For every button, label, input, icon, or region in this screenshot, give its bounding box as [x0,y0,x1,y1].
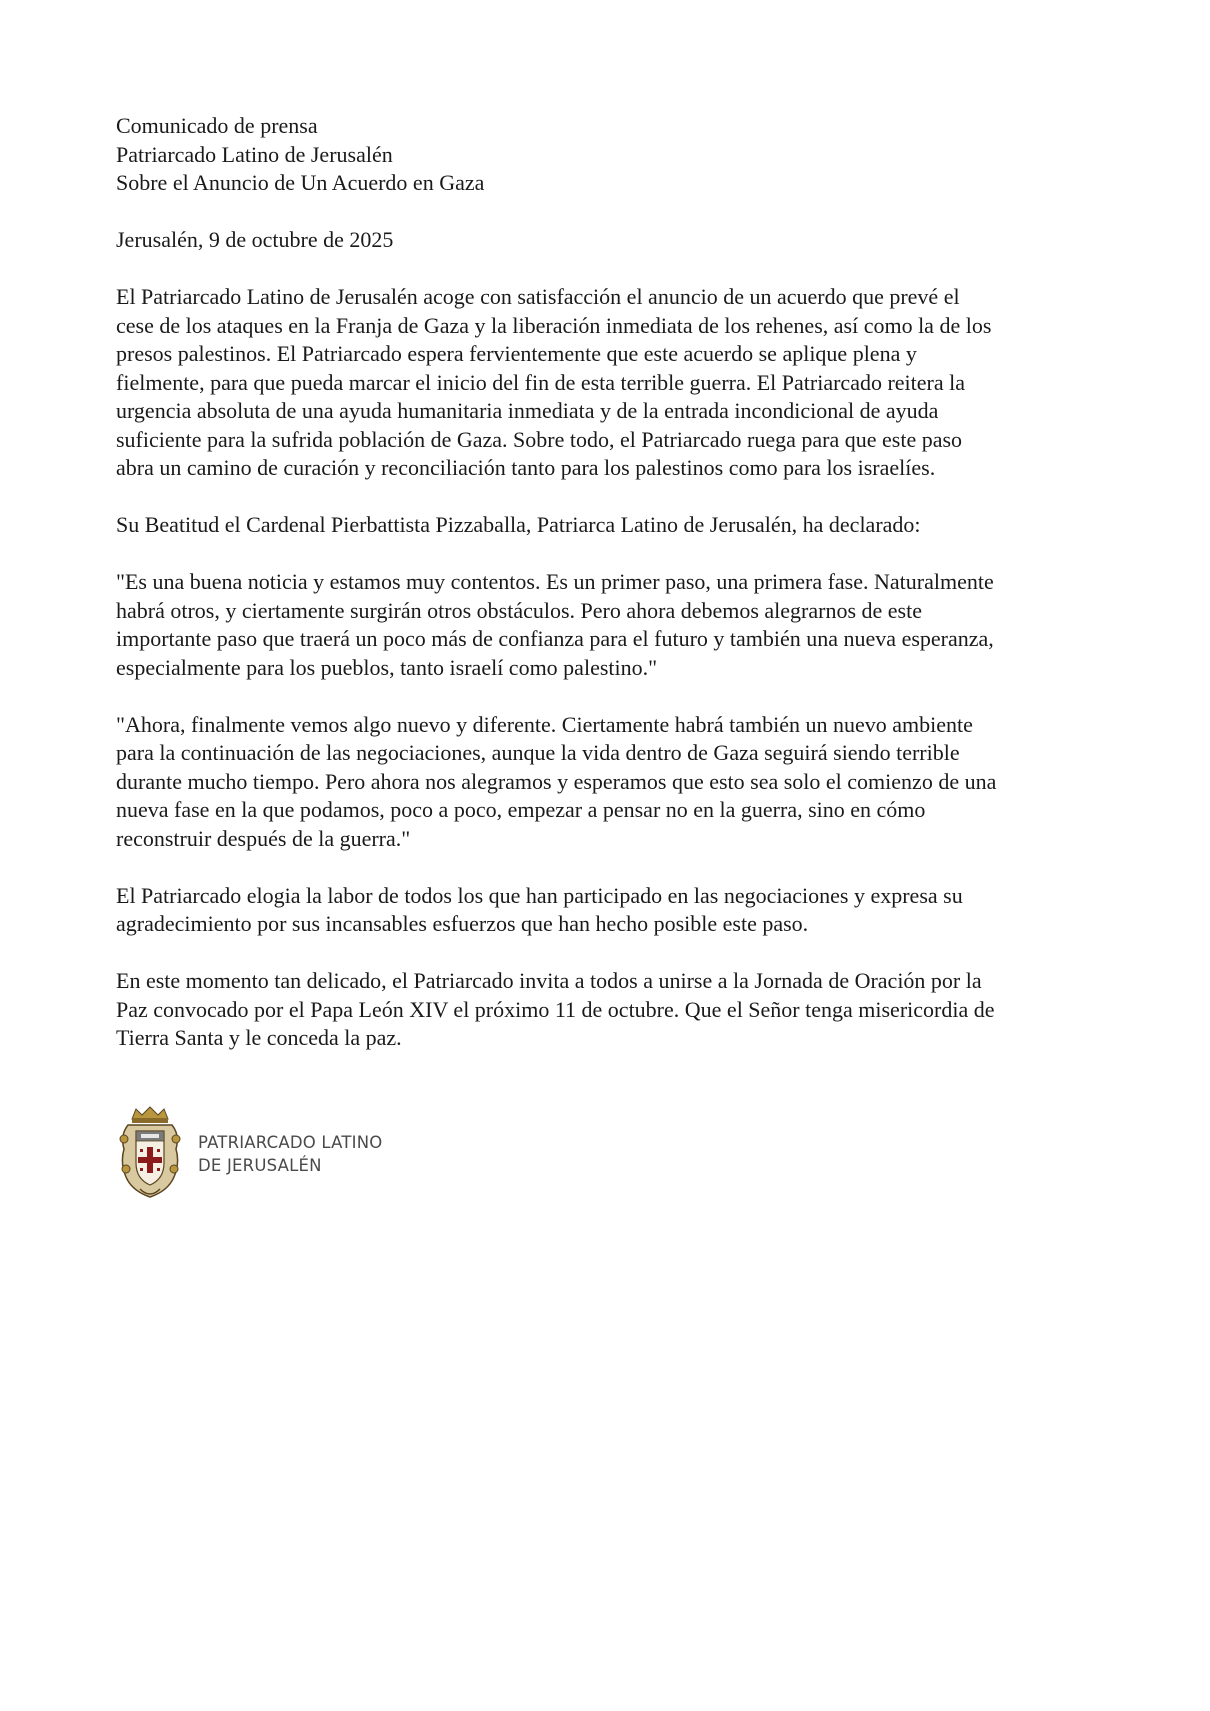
paragraph-praise: El Patriarcado elogia la labor de todos los que han participado en las negociaciones y expresa su agradecimiento por sus incansables esfuerzos que han hecho posible este paso. [116,882,963,936]
header-line: Sobre el Anuncio de Un Acuerdo en Gaza [116,170,485,195]
paragraph-intro: El Patriarcado Latino de Jerusalén acoge con satisfacción el anuncio de un acuerdo que prevé el cese de los ataques en la Franja de Gaza y la liberación inmediata de los rehenes, así como la de los presos palestinos. El Patriarcado espera fervientemente que este acuerdo se aplique plena y fielmente, para que pueda marcar el inicio del fin de esta terrible guerra. El Patriarcado reitera la urgencia absoluta de una ayuda humanitaria inmediata y de la entrada incondicional de ayuda suficiente para la sufrida población de Gaza. Sobre todo, el Patriarcado ruega para que este paso abra un camino de curación y reconciliación tanto para los palestinos como para los israelíes. [116,284,992,480]
press-release-document [116,112,1116,1081]
patriarchate-logo [118,1105,418,1205]
paragraph-declaration: Su Beatitud el Cardenal Pierbattista Pizzaballa, Patriarca Latino de Jerusalén, ha declarado: [116,512,921,537]
coat-of-arms-icon [118,1105,182,1201]
logo-wordmark [198,1131,382,1177]
document-date: Jerusalén, 9 de octubre de 2025 [116,227,394,252]
header-line: Comunicado de prensa [116,113,318,138]
logo-line-2: DE JERUSALÉN [198,1156,322,1175]
paragraph-prayer: En este momento tan delicado, el Patriarcado invita a todos a unirse a la Jornada de Oración por la Paz convocado por el Papa León XIV el próximo 11 de octubre. Que el Señor tenga misericordia de Tierra Santa y le conceda la paz. [116,968,995,1050]
document-header [116,112,1116,198]
quote-first: "Es una buena noticia y estamos muy contentos. Es un primer paso, una primera fase. Naturalmente habrá otros, y ciertamente surgirán otros obstáculos. Pero ahora debemos alegrarnos de este importante paso que traerá un poco más de confianza para el futuro y también una nueva esperanza, especialmente para los pueblos, tanto israelí como palestino." [116,569,994,680]
quote-second: "Ahora, finalmente vemos algo nuevo y diferente. Ciertamente habrá también un nuevo ambiente para la continuación de las negociaciones, aunque la vida dentro de Gaza seguirá siendo terrible durante mucho tiempo. Pero ahora nos alegramos y esperamos que esto sea solo el comienzo de una nueva fase en la que podamos, poco a poco, empezar a pensar no en la guerra, sino en cómo reconstruir después de la guerra." [116,711,997,851]
logo-line-1: PATRIARCADO LATINO [198,1133,383,1152]
header-line: Patriarcado Latino de Jerusalén [116,141,393,167]
